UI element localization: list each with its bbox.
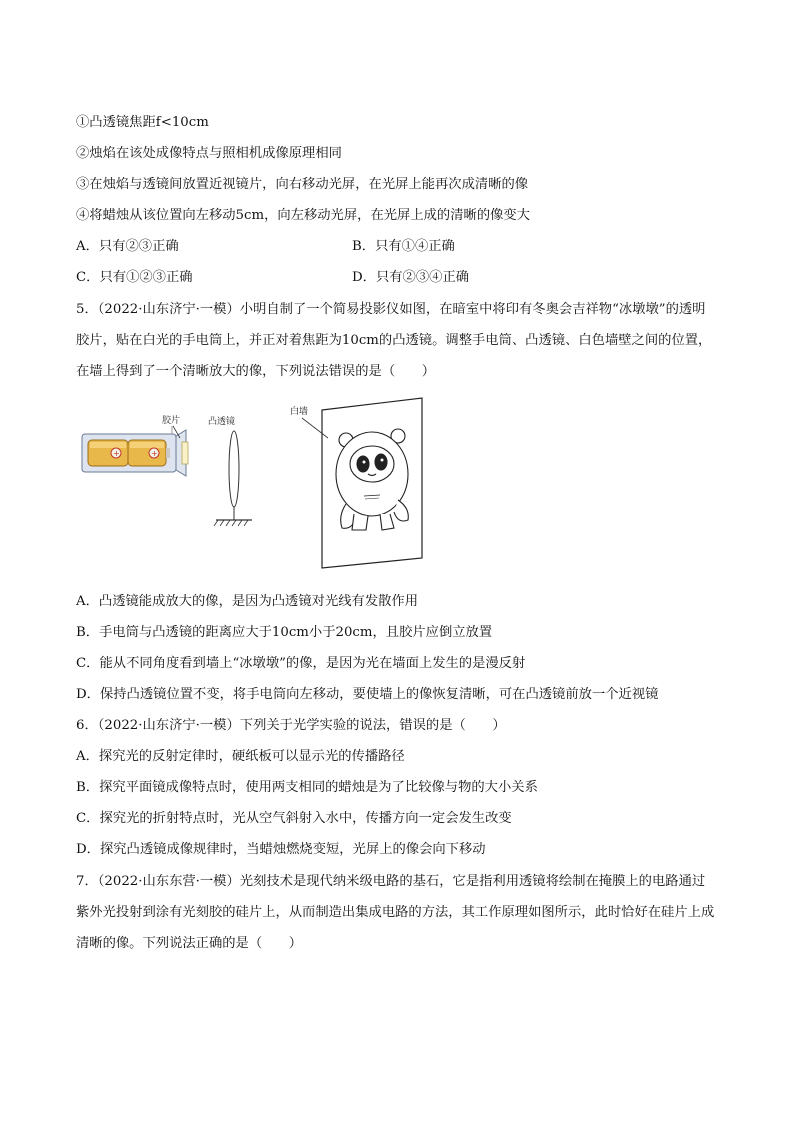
q4-statement-4: ④将蜡烛从该位置向左移动5cm，向左移动光屏，在光屏上成的清晰的像变大 bbox=[76, 208, 531, 223]
q6-option-c: C．探究光的折射特点时，光从空气斜射入水中，传播方向一定会发生改变 bbox=[76, 811, 512, 826]
q4-option-a: A．只有②③正确 bbox=[76, 239, 179, 254]
q4-statement-2: ②烛焰在该处成像特点与照相机成像原理相同 bbox=[76, 146, 342, 161]
flashlight bbox=[82, 426, 188, 476]
q6-option-b: B．探究平面镜成像特点时，使用两支相同的蜡烛是为了比较像与物的大小关系 bbox=[76, 780, 538, 795]
q4-statement-3: ③在烛焰与透镜间放置近视镜片，向右移动光屏，在光屏上能再次成清晰的像 bbox=[76, 177, 529, 192]
q4-option-d: D．只有②③④正确 bbox=[352, 270, 470, 285]
wall-label: 白墙 bbox=[290, 407, 309, 417]
q4-statement-1: ①凸透镜焦距f<10cm bbox=[76, 115, 209, 130]
q4-option-c: C．只有①②③正确 bbox=[76, 270, 193, 285]
q6-stem: 6．（2022·山东济宁·一模）下列关于光学实验的说法，错误的是（ ） bbox=[76, 718, 506, 733]
convex-lens bbox=[214, 431, 252, 526]
q7-stem: 7．（2022·山东东营·一模）光刻技术是现代纳米级电路的基石，它是指利用透镜将绘制在掩膜上的电路通过紫外光投射到涂有光刻胶的硅片上，从而制造出集成电路的方法，其工作原理如图所示，此时恰好在硅片上成清晰的像。下列说法正确的是（ ） bbox=[76, 874, 715, 951]
q6-option-d: D．探究凸透镜成像规律时，当蜡烛燃烧变短，光屏上的像会向下移动 bbox=[76, 842, 486, 857]
q6-option-a: A．探究光的反射定律时，硬纸板可以显示光的传播路径 bbox=[76, 749, 405, 764]
projector-figure bbox=[76, 396, 496, 576]
q5-option-c: C．能从不同角度看到墙上“冰墩墩”的像，是因为光在墙面上发生的是漫反射 bbox=[76, 656, 526, 671]
q5-option-b: B．手电筒与凸透镜的距离应大于10cm小于20cm，且胶片应倒立放置 bbox=[76, 625, 493, 640]
lens-label: 凸透镜 bbox=[208, 417, 236, 427]
q4-option-b: B．只有①④正确 bbox=[352, 239, 455, 254]
mascot-image bbox=[336, 429, 408, 530]
film-label: 胶片 bbox=[162, 416, 181, 426]
q5-stem: 5．（2022·山东济宁·一模）小明自制了一个简易投影仪如图，在暗室中将印有冬奥会吉祥物“冰墩墩”的透明胶片，贴在白光的手电筒上，并正对着焦距为10cm的凸透镜。调整手电筒、凸透镜、白色墙壁之间的位置，在墙上得到了一个清晰放大的像，下列说法错误的是（ ） bbox=[76, 302, 712, 379]
projector-diagram bbox=[76, 396, 496, 576]
q5-option-d: D．保持凸透镜位置不变，将手电筒向左移动，要使墙上的像恢复清晰，可在凸透镜前放一个近视镜 bbox=[76, 687, 659, 702]
q5-option-a: A．凸透镜能成放大的像，是因为凸透镜对光线有发散作用 bbox=[76, 594, 419, 609]
svg-text:+: + bbox=[113, 449, 120, 458]
svg-text:+: + bbox=[151, 449, 158, 458]
